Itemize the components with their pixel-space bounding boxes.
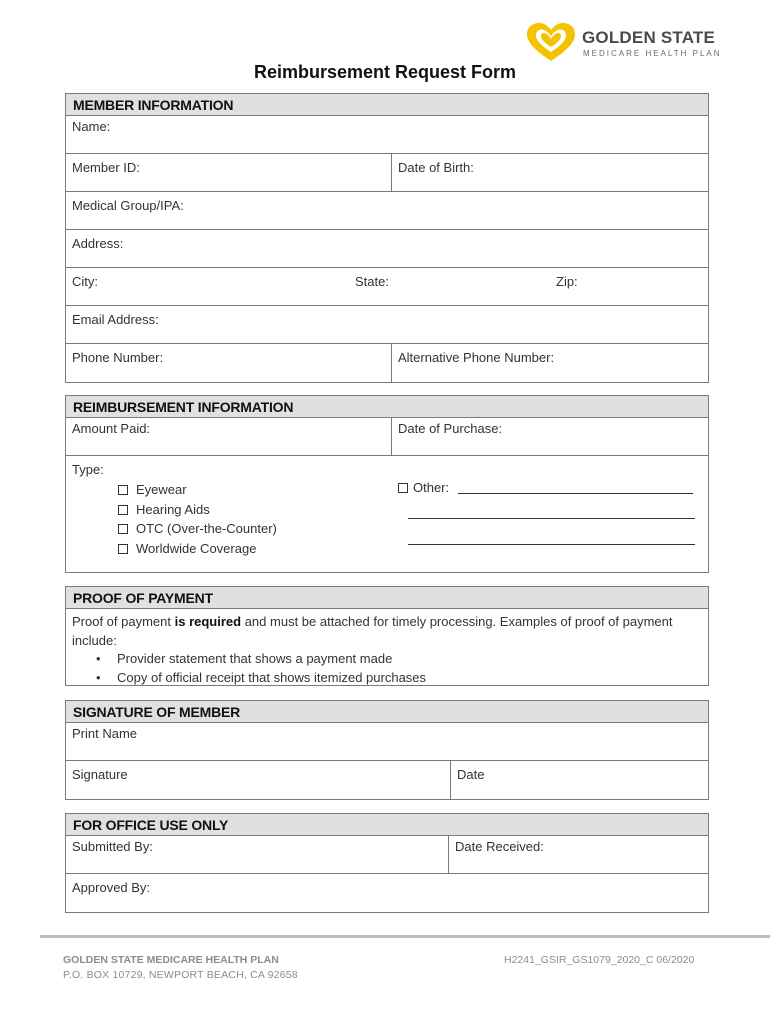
phone-label: Phone Number:: [72, 350, 164, 365]
signature-label: Signature: [72, 767, 128, 782]
name-label: Name:: [72, 119, 111, 134]
checkbox-icon[interactable]: [118, 524, 128, 534]
type-option-label: Hearing Aids: [136, 501, 210, 517]
footer-divider: [40, 935, 770, 938]
alt-phone-label: Alternative Phone Number:: [398, 350, 555, 365]
other-line-2[interactable]: [408, 518, 695, 519]
logo-wordmark: GOLDEN STATE: [582, 28, 716, 47]
section-heading: REIMBURSEMENT INFORMATION: [66, 396, 708, 418]
email-field[interactable]: [66, 306, 708, 344]
type-option-label: Worldwide Coverage: [136, 540, 257, 556]
amount-paid-field[interactable]: [66, 418, 391, 455]
date-of-birth-label: Date of Birth:: [398, 160, 474, 175]
proof-text-start: Proof of payment: [72, 614, 175, 629]
company-logo: [524, 22, 722, 64]
checkbox-icon[interactable]: [118, 505, 128, 515]
approved-by-field[interactable]: [66, 874, 708, 912]
section-heading: MEMBER INFORMATION: [66, 94, 708, 116]
type-label: Type:: [72, 462, 104, 477]
type-options: [118, 480, 277, 558]
logo-subtitle: MEDICARE HEALTH PLAN: [583, 49, 722, 58]
address-label: Address:: [72, 236, 124, 251]
reimbursement-information-section: [65, 395, 709, 573]
submitted-row: [66, 836, 708, 874]
date-received-label: Date Received:: [455, 839, 544, 854]
alt-phone-field[interactable]: [391, 344, 708, 382]
medical-group-label: Medical Group/IPA:: [72, 198, 184, 213]
checkbox-icon[interactable]: [398, 483, 408, 493]
other-label: Other:: [413, 480, 450, 495]
proof-text-end: and must be attached for timely processing. Examples of proof of payment include:: [72, 614, 673, 648]
name-field[interactable]: [66, 116, 708, 154]
type-option-label: Eyewear: [136, 482, 187, 497]
form-title: Reimbursement Request Form: [253, 62, 517, 82]
approved-by-label: Approved By:: [72, 880, 151, 895]
signature-row: [66, 761, 708, 799]
submitted-by-label: Submitted By:: [72, 839, 153, 854]
amount-paid-label: Amount Paid:: [72, 421, 151, 436]
type-option-otc[interactable]: [118, 519, 277, 539]
section-heading: SIGNATURE OF MEMBER: [66, 701, 708, 723]
type-option-worldwide-coverage[interactable]: [118, 539, 277, 559]
signature-date-field[interactable]: [450, 761, 708, 799]
type-option-other[interactable]: [398, 480, 449, 495]
list-item: • Provider statement that shows a payment made: [92, 650, 702, 669]
member-information-section: [65, 93, 709, 383]
submitted-by-field[interactable]: [66, 836, 448, 873]
state-label: State:: [355, 274, 389, 289]
date-of-birth-field[interactable]: [391, 154, 708, 191]
checkbox-icon[interactable]: [118, 485, 128, 495]
type-row: [66, 456, 708, 572]
address-field[interactable]: [66, 230, 708, 268]
print-name-field[interactable]: [66, 723, 708, 761]
city-state-zip-row[interactable]: [66, 268, 708, 306]
medical-group-field[interactable]: [66, 192, 708, 230]
checkbox-icon[interactable]: [118, 544, 128, 554]
footer-organization: GOLDEN STATE MEDICARE HEALTH PLAN: [63, 954, 279, 966]
footer-address: P.O. BOX 10729, NEWPORT BEACH, CA 92658: [63, 969, 298, 981]
signature-date-label: Date: [457, 767, 485, 782]
phone-row: [66, 344, 708, 382]
section-heading: PROOF OF PAYMENT: [66, 587, 708, 609]
office-use-section: [65, 813, 709, 913]
type-option-eyewear[interactable]: [118, 480, 277, 500]
member-id-row: [66, 154, 708, 192]
print-name-label: Print Name: [72, 726, 138, 741]
other-line-3[interactable]: [408, 544, 695, 545]
date-received-field[interactable]: [448, 836, 708, 873]
footer-form-code: H2241_GSIR_GS1079_2020_C 06/2020: [504, 954, 695, 966]
proof-text-emphasis: is required: [174, 614, 242, 629]
heart-logo-icon: [524, 22, 578, 64]
list-item: • Copy of official receipt that shows itemized purchases: [92, 669, 702, 688]
type-option-hearing-aids[interactable]: [118, 500, 277, 520]
proof-examples-list: [72, 650, 702, 687]
other-line-1[interactable]: [458, 493, 693, 494]
proof-description: [66, 609, 708, 687]
zip-label: Zip:: [556, 274, 578, 289]
proof-of-payment-section: [65, 586, 709, 686]
signature-section: [65, 700, 709, 800]
city-label: City:: [72, 274, 98, 289]
phone-field[interactable]: [66, 344, 391, 382]
member-id-label: Member ID:: [72, 160, 140, 175]
signature-field[interactable]: [66, 761, 450, 799]
date-of-purchase-label: Date of Purchase:: [398, 421, 503, 436]
type-option-label: OTC (Over-the-Counter): [136, 521, 277, 536]
email-label: Email Address:: [72, 312, 159, 327]
section-heading: FOR OFFICE USE ONLY: [66, 814, 708, 836]
member-id-field[interactable]: [66, 154, 391, 191]
amount-date-row: [66, 418, 708, 456]
date-of-purchase-field[interactable]: [391, 418, 708, 455]
